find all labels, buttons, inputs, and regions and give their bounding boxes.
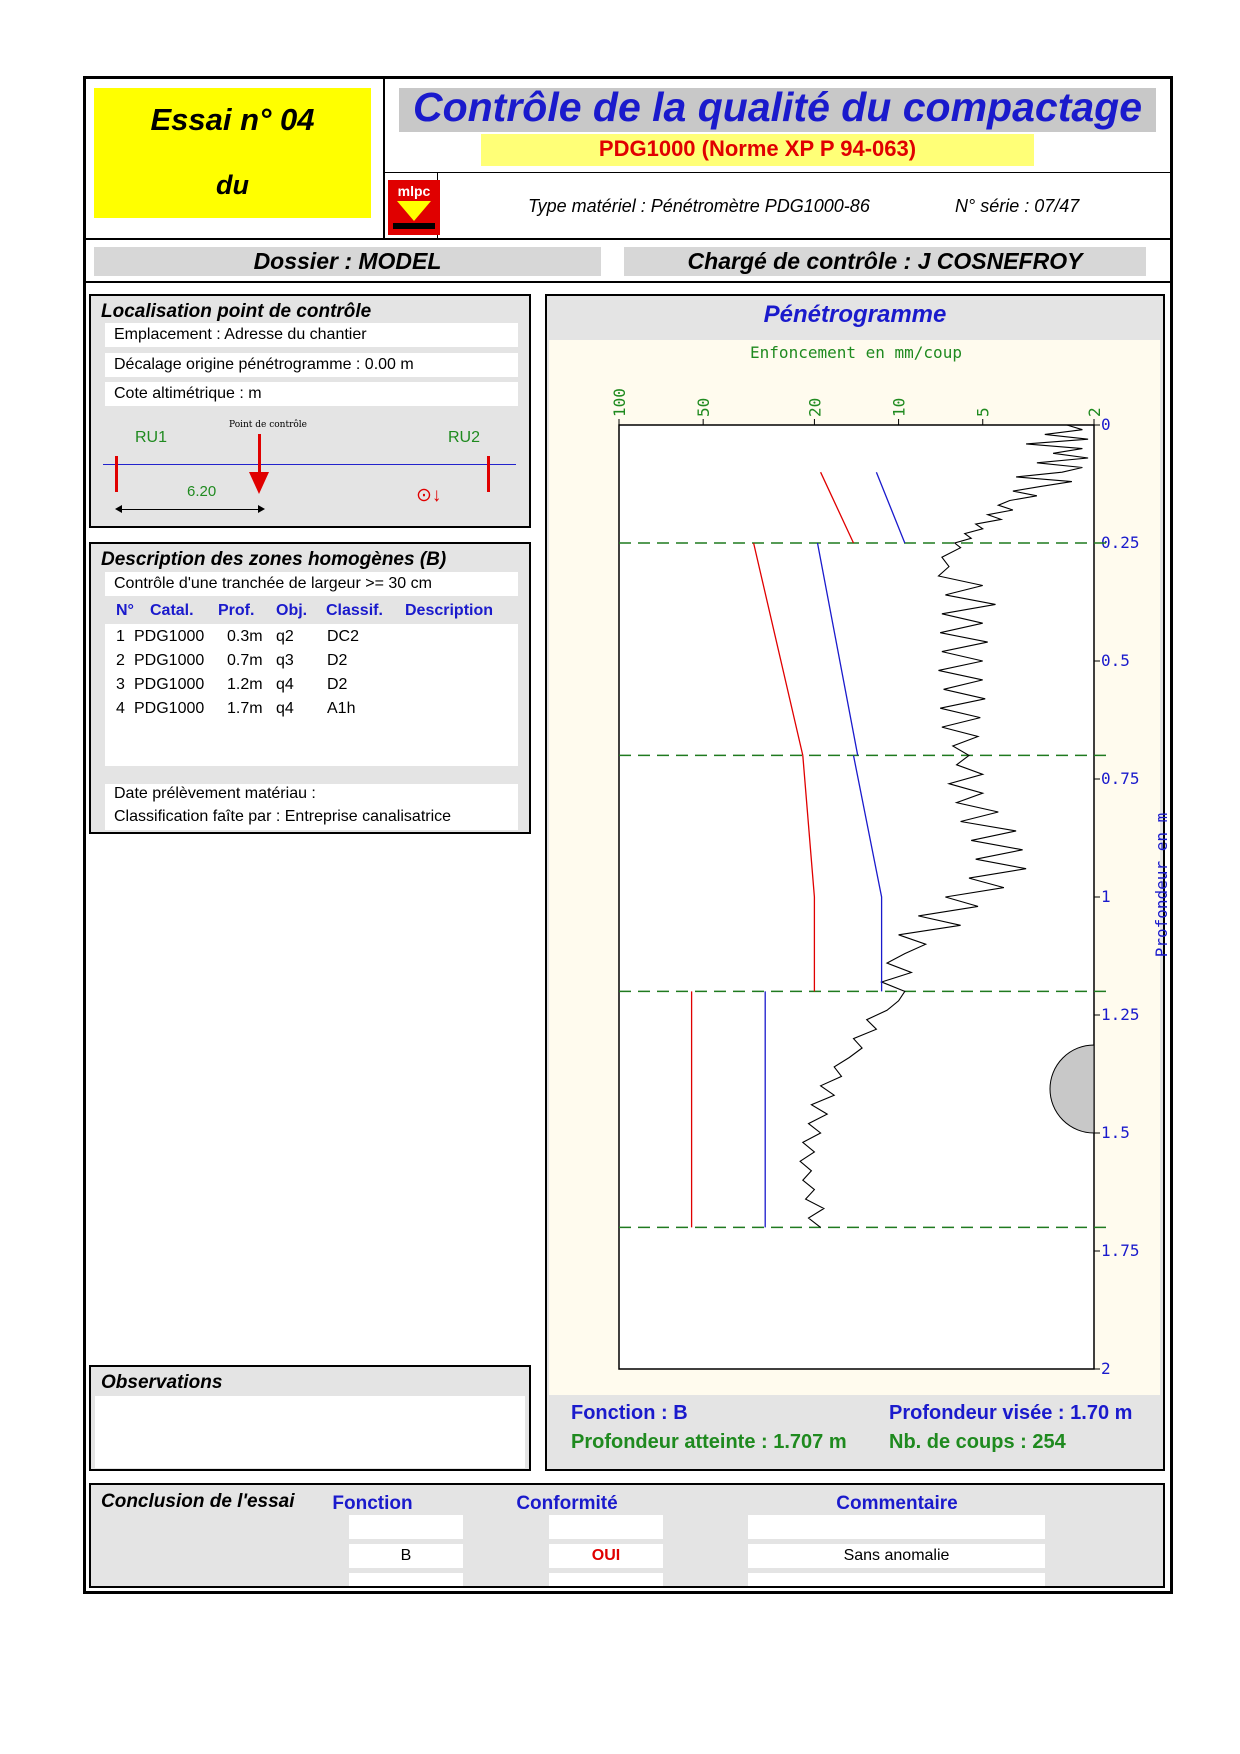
col-commentaire-header: Commentaire bbox=[836, 1493, 958, 1514]
penetrogramme-chart bbox=[549, 340, 1171, 1395]
ru1-marker bbox=[115, 456, 118, 492]
header-divider bbox=[83, 238, 1173, 240]
decalage-field: Décalage origine pénétrogramme : 0.00 m bbox=[105, 353, 518, 377]
conclusion-title: Conclusion de l'essai bbox=[101, 1491, 295, 1512]
col-classif: Classif. bbox=[326, 602, 383, 619]
y-tick-label: 2 bbox=[1101, 1359, 1111, 1378]
y-axis-label: Profondeur en m bbox=[1152, 812, 1171, 958]
y-tick-label: 1 bbox=[1101, 887, 1111, 906]
fonction-value: Fonction : B bbox=[571, 1402, 688, 1424]
col-conformite-header: Conformité bbox=[516, 1493, 618, 1514]
commentaire-cell-empty bbox=[748, 1515, 1045, 1539]
zones-title: Description des zones homogènes (B) bbox=[101, 549, 447, 570]
table-row: 3 PDG1000 1.2m q4 D2 bbox=[116, 676, 348, 693]
mlpc-logo: mlpc bbox=[388, 180, 440, 235]
conformite-cell: OUI bbox=[549, 1544, 663, 1568]
emplacement-field: Emplacement : Adresse du chantier bbox=[105, 323, 518, 347]
x-tick-label: 100 bbox=[610, 388, 629, 417]
x-tick-label: 10 bbox=[889, 397, 909, 417]
x-tick-label: 2 bbox=[1085, 407, 1104, 417]
fonction-cell: B bbox=[349, 1544, 463, 1568]
page-subtitle: PDG1000 (Norme XP P 94-063) bbox=[598, 136, 917, 161]
zones-table bbox=[105, 624, 518, 766]
localisation-title: Localisation point de contrôle bbox=[101, 301, 372, 322]
cote-field: Cote altimétrique : m bbox=[105, 382, 518, 406]
conformite-cell-empty bbox=[549, 1573, 663, 1586]
x-axis-label: Enfoncement en mm/coup bbox=[750, 343, 962, 362]
point-arrow-icon bbox=[249, 472, 269, 494]
y-tick-label: 0.75 bbox=[1101, 769, 1140, 788]
dossier-label: Dossier : MODEL bbox=[253, 248, 442, 274]
localisation-panel bbox=[89, 294, 531, 528]
materiel-type: Type matériel : Pénétromètre PDG1000-86 bbox=[528, 196, 870, 216]
distance-arrow-right-icon bbox=[258, 505, 265, 513]
essai-box bbox=[94, 88, 371, 218]
y-tick-label: 1.75 bbox=[1101, 1241, 1140, 1260]
header-subdivider bbox=[383, 172, 1173, 173]
zones-header bbox=[91, 602, 531, 622]
essai-date-label: du bbox=[216, 170, 249, 200]
observations-text bbox=[95, 1396, 525, 1468]
header-vdivider bbox=[383, 76, 385, 239]
serial-number: N° série : 07/47 bbox=[955, 196, 1080, 216]
profondeur-atteinte: Profondeur atteinte : 1.707 m bbox=[571, 1431, 847, 1453]
table-row: 2 PDG1000 0.7m q3 D2 bbox=[116, 652, 348, 669]
charge-label: Chargé de contrôle : J COSNEFROY bbox=[687, 248, 1083, 274]
date-prelevement: Date prélèvement matériau : bbox=[114, 785, 316, 802]
target-down-icon: ⊙↓ bbox=[416, 485, 442, 506]
y-tick-label: 0.25 bbox=[1101, 533, 1140, 552]
commentaire-cell: Sans anomalie bbox=[748, 1544, 1045, 1568]
col-description: Description bbox=[405, 602, 494, 619]
observations-panel bbox=[89, 1365, 531, 1471]
ru1-label: RU1 bbox=[135, 429, 168, 446]
prelevement-box bbox=[105, 784, 518, 830]
distance-line bbox=[117, 509, 263, 510]
col-obj: Obj. bbox=[276, 602, 308, 619]
x-tick-label: 20 bbox=[805, 397, 825, 417]
col-numero: N° bbox=[116, 602, 134, 619]
fonction-cell-empty bbox=[349, 1573, 463, 1586]
conclusion-panel bbox=[89, 1483, 1165, 1588]
col-catal: Catal. bbox=[150, 602, 194, 619]
x-tick-label: 5 bbox=[973, 407, 993, 417]
zones-panel bbox=[89, 542, 531, 834]
conformite-cell-empty bbox=[549, 1515, 663, 1539]
table-row: 4 PDG1000 1.7m q4 A1h bbox=[116, 700, 356, 717]
ru2-label: RU2 bbox=[448, 429, 481, 446]
point-arrow-shaft bbox=[258, 434, 261, 472]
dossier-divider bbox=[83, 281, 1173, 283]
y-tick-label: 0 bbox=[1101, 415, 1111, 434]
distance-label: 6.20 bbox=[187, 483, 217, 500]
col-fonction-header: Fonction bbox=[332, 1493, 413, 1514]
distance-arrow-left-icon bbox=[115, 505, 122, 513]
profondeur-visee: Profondeur visée : 1.70 m bbox=[889, 1402, 1133, 1424]
table-row: 1 PDG1000 0.3m q2 DC2 bbox=[116, 628, 360, 645]
controle-field: Contrôle d'une tranchée de largeur >= 30 cm bbox=[105, 572, 518, 596]
observations-title: Observations bbox=[101, 1372, 223, 1393]
nb-coups: Nb. de coups : 254 bbox=[889, 1431, 1066, 1453]
axis-line bbox=[103, 464, 516, 465]
point-controle-label: Point de contrôle bbox=[229, 420, 308, 430]
y-tick-label: 1.25 bbox=[1101, 1005, 1140, 1024]
essai-number: Essai n° 04 bbox=[150, 102, 315, 137]
col-prof: Prof. bbox=[218, 602, 255, 619]
y-tick-label: 0.5 bbox=[1101, 651, 1130, 670]
commentaire-cell-empty bbox=[748, 1573, 1045, 1586]
x-tick-label: 50 bbox=[694, 397, 714, 417]
y-tick-label: 1.5 bbox=[1101, 1123, 1130, 1142]
classification-par: Classification faîte par : Entreprise canalisatrice bbox=[114, 808, 452, 825]
fonction-cell-empty bbox=[349, 1515, 463, 1539]
page-title: Contrôle de la qualité du compactage bbox=[412, 84, 1142, 130]
ru2-marker bbox=[487, 456, 490, 492]
penetrogramme-title: Pénétrogramme bbox=[763, 301, 947, 328]
